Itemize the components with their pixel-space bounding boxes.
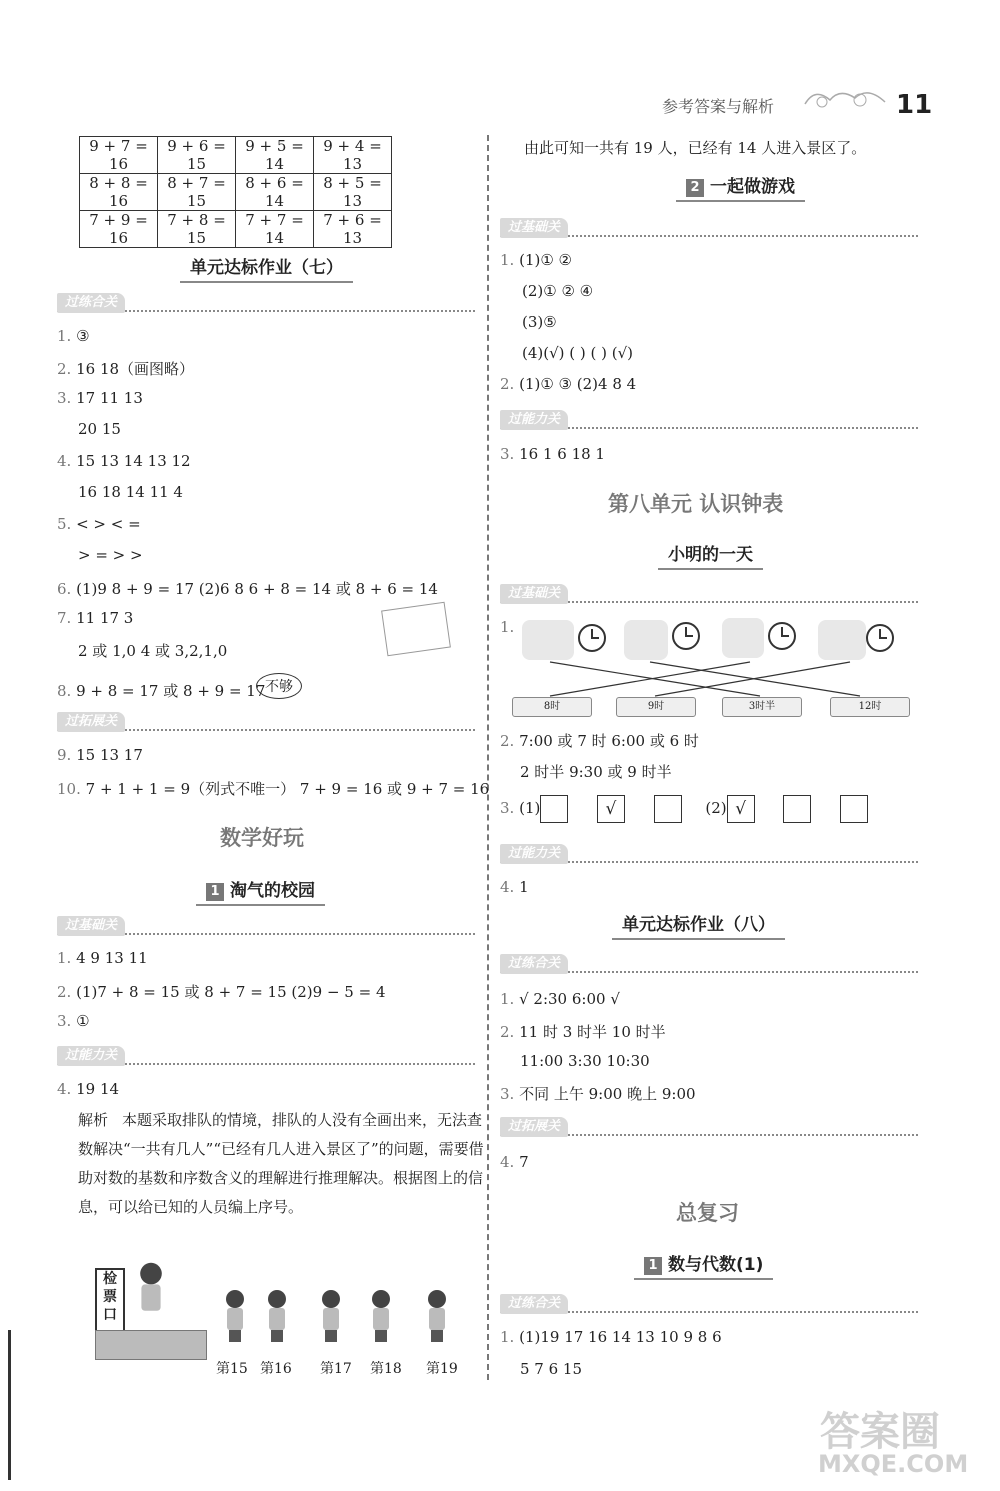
time-label: 12时 <box>830 697 910 717</box>
section-ability-header: 过能力关 <box>500 410 918 432</box>
queue-label: 第19 <box>426 1361 458 1377</box>
answer-line: 4. 19 14 <box>57 1080 120 1098</box>
answer-line: 9. 15 13 17 <box>57 746 143 764</box>
answer-line: 3. 不同 上午 9:00 晚上 9:00 <box>500 1085 696 1103</box>
table-cell: 9 + 5 = 14 <box>236 137 314 174</box>
queue-label: 第15 <box>216 1361 248 1377</box>
section-ability-header: 过能力关 <box>57 1046 475 1068</box>
answer-line: (4)(√) ( ) ( ) (√) <box>522 344 634 362</box>
answer-line: 7. 11 17 3 <box>57 609 134 627</box>
section-extension-header: 过拓展关 <box>500 1117 918 1139</box>
scene-playing <box>722 618 764 658</box>
addition-fact-table <box>79 136 392 248</box>
answer-line: 4. 7 <box>500 1153 529 1171</box>
queue-label: 第16 <box>260 1361 292 1377</box>
scene-breakfast <box>624 620 668 660</box>
child-figure <box>264 1290 290 1342</box>
answer-line: (3)⑤ <box>522 313 557 331</box>
answer-line: 8. 9 + 8 = 17 或 8 + 9 = 17 <box>57 682 266 700</box>
homework-stamp-logo <box>381 602 451 656</box>
header-decoration-icon <box>800 82 890 114</box>
child-figure <box>368 1290 394 1342</box>
section-basic-header: 过基础关 <box>57 916 475 938</box>
child-figure <box>222 1290 248 1342</box>
table-cell: 9 + 6 = 15 <box>158 137 236 174</box>
table-row <box>80 211 392 248</box>
answer-box <box>654 795 682 823</box>
answer-line: 2 时半 9:30 或 9 时半 <box>520 763 672 781</box>
section-extension-header: 过拓展关 <box>57 712 475 734</box>
fun-math-title: 数学好玩 <box>220 826 304 850</box>
xiaoming-day-title: 小明的一天 <box>658 540 763 565</box>
answer-line: 20 15 <box>78 420 121 438</box>
clock-icon <box>672 622 700 650</box>
queue-label: 第17 <box>320 1361 352 1377</box>
unit8-title: 第八单元 认识钟表 <box>608 492 784 516</box>
watermark-url: MXQE.COM <box>818 1450 969 1478</box>
table-row <box>80 137 392 174</box>
table-cell: 8 + 6 = 14 <box>236 174 314 211</box>
answer-line: > = > > <box>78 546 143 564</box>
table-cell: 9 + 7 = 16 <box>80 137 158 174</box>
answer-box: √ <box>727 795 755 823</box>
review-title: 总复习 <box>676 1201 739 1225</box>
child-figure <box>424 1290 450 1342</box>
ticket-checker-figure <box>135 1263 166 1325</box>
time-label: 3时半 <box>722 697 802 717</box>
section-basic-header: 过基础关 <box>500 218 918 240</box>
answer-box <box>783 795 811 823</box>
answer-line: 3. 17 11 13 <box>57 389 143 407</box>
scene-classroom <box>522 620 574 660</box>
answer-line: 1. ③ <box>57 327 90 345</box>
table-cell: 9 + 4 = 13 <box>314 137 392 174</box>
binding-edge <box>8 1330 11 1480</box>
answer-line: 5 7 6 15 <box>520 1360 583 1378</box>
analysis-paragraph: 解析 本题采取排队的情境，排队的人没有全画出来，无法查数解决“一共有几人”“已经有几人进入景区了”的问题，需要借助对数的基数和序数含义的理解进行推理解决。根据图上的信息，可以给已知的人员编上序号。 <box>78 1111 484 1216</box>
scene-sleeping <box>818 620 866 660</box>
answer-line: 2. (1)7 + 8 = 15 或 8 + 7 = 15 (2)9 − 5 = 4 <box>57 983 386 1001</box>
clock-icon <box>768 622 796 650</box>
answer-line: (2)① ② ④ <box>522 282 594 300</box>
section-basic-header: 过基础关 <box>500 584 918 606</box>
answer-line: 2 或 1,0 4 或 3,2,1,0 <box>78 642 228 660</box>
conclusion-line: 由此可知一共有 19 人，已经有 14 人进入景区了。 <box>524 139 867 157</box>
unit7-homework-title: 单元达标作业（七） <box>180 253 353 278</box>
section-practice-header: 过练合关 <box>57 293 475 315</box>
checkbox-answer-line: 3. (1) √ (2) √ <box>500 795 868 823</box>
answer-line: 3. ① <box>57 1012 90 1030</box>
analysis-label: 解析 <box>78 1111 109 1129</box>
answer-line: 2. 7:00 或 7 时 6:00 或 6 时 <box>500 732 699 750</box>
queue-label: 第18 <box>370 1361 402 1377</box>
answer-line: 1. (1)19 17 16 14 13 10 9 8 6 <box>500 1328 722 1346</box>
answer-box <box>840 795 868 823</box>
answer-box <box>540 795 568 823</box>
table-cell: 7 + 9 = 16 <box>80 211 158 248</box>
header-title: 参考答案与解析 <box>662 97 775 116</box>
time-label: 9时 <box>616 697 696 717</box>
clock-icon <box>578 624 606 652</box>
watermark-logo: 答案圈 <box>820 1409 940 1455</box>
ticket-booth-sign: 检票口 <box>95 1268 125 1332</box>
answer-line: 2. (1)① ③ (2)4 8 4 <box>500 375 637 393</box>
answer-line: 6. (1)9 8 + 9 = 17 (2)6 8 6 + 8 = 14 或 8 + 6 = 14 <box>57 580 438 598</box>
answer-line: 3. 16 1 6 18 1 <box>500 445 605 463</box>
answer-line: 2. 16 18（画图略） <box>57 360 195 378</box>
not-enough-circle: 不够 <box>256 673 302 699</box>
section-practice-header: 过练合关 <box>500 954 918 976</box>
clock-icon <box>866 624 894 652</box>
table-cell: 7 + 8 = 15 <box>158 211 236 248</box>
table-cell: 7 + 7 = 14 <box>236 211 314 248</box>
unit8-homework-title: 单元达标作业（八） <box>612 910 785 935</box>
table-cell: 8 + 7 = 15 <box>158 174 236 211</box>
matching-lines <box>500 660 920 700</box>
answer-line: 4. 15 13 14 13 12 <box>57 452 191 470</box>
ticket-counter <box>95 1330 207 1360</box>
section-practice-header: 过练合关 <box>500 1294 918 1316</box>
review-lesson-title: 1 数与代数(1) <box>634 1250 773 1275</box>
answer-line: 10. 7 + 1 + 1 = 9（列式不唯一） 7 + 9 = 16 或 9 + 7 = 16 <box>57 780 490 798</box>
answer-line: 1. (1)① ② <box>500 251 573 269</box>
table-row <box>80 174 392 211</box>
child-figure <box>318 1290 344 1342</box>
lesson1-title: 1 淘气的校园 <box>196 876 325 901</box>
lesson2-title: 2 一起做游戏 <box>676 172 805 197</box>
answer-line: 16 18 14 11 4 <box>78 483 183 501</box>
time-label: 8时 <box>512 697 592 717</box>
answer-line: 4. 1 <box>500 878 529 896</box>
answer-line: 5. < > < = <box>57 515 141 533</box>
answer-line: 1. √ 2:30 6:00 √ <box>500 990 620 1008</box>
answer-line: 1. 4 9 13 11 <box>57 949 148 967</box>
answer-line: 11:00 3:30 10:30 <box>520 1052 650 1070</box>
section-ability-header: 过能力关 <box>500 844 918 866</box>
table-cell: 7 + 6 = 13 <box>314 211 392 248</box>
answer-line: 2. 11 时 3 时半 10 时半 <box>500 1023 666 1041</box>
answer-box: √ <box>597 795 625 823</box>
page-number: 11 <box>896 90 933 120</box>
table-cell: 8 + 5 = 13 <box>314 174 392 211</box>
answer-number: 1. <box>500 618 515 636</box>
table-cell: 8 + 8 = 16 <box>80 174 158 211</box>
